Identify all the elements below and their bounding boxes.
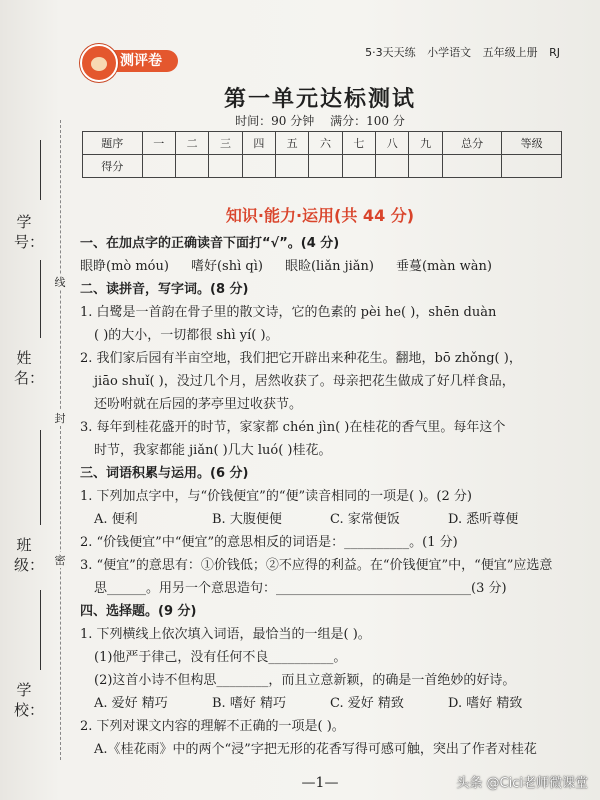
score-cell: 七	[342, 132, 375, 155]
q2-title: 二、读拼音，写字词。(8 分)	[80, 282, 249, 297]
q2-line: 3. 每年到桂花盛开的时节，家家都 chén jìn( )在桂花的香气里。每年这个	[80, 420, 506, 435]
q2-line: jiāo shuǐ( )，没过几个月，居然收获了。母亲把花生做成了好几样食品，	[94, 374, 515, 389]
series-subject: 小学语文	[427, 46, 472, 59]
series-name: 5·3天天练	[365, 46, 416, 59]
score-cell: 一	[142, 132, 175, 155]
score-input-cell[interactable]	[276, 155, 309, 178]
section-heading: 知识·能力·运用(共 44 分)	[225, 206, 415, 225]
exam-meta	[0, 112, 600, 129]
q3-option[interactable]: B. 大腹便便	[212, 512, 282, 527]
q3-option[interactable]: A. 便利	[94, 512, 138, 527]
q1-item[interactable]: 眼睑(liǎn jiǎn)	[284, 259, 374, 274]
page-number: —1—	[301, 775, 339, 791]
seal-word-feng: 封	[54, 412, 66, 425]
q1-item[interactable]: 嗜好(shì qì)	[190, 259, 263, 274]
score-input-cell[interactable]	[442, 155, 502, 178]
student-number-line	[40, 140, 41, 200]
page-title: 第一单元达标测试	[223, 86, 416, 112]
seal-word-mi: 密	[54, 554, 66, 567]
score-cell: 九	[409, 132, 442, 155]
q3-options	[80, 508, 560, 531]
score-header-row	[83, 132, 562, 155]
q3-line: 2. “价钱便宜”中“便宜”的意思相反的词语是：__________。(1 分)	[80, 535, 458, 550]
q3-line: 思______。用另一个意思造句：______________________________(3 分)	[94, 581, 507, 596]
q2-line: 1. 白鹭是一首韵在骨子里的散文诗，它的色素的 pèi he( )，shēn duàn	[80, 305, 497, 320]
q4-line: (1)他严于律己，没有任何不良__________。	[94, 650, 347, 665]
q4-options	[80, 692, 560, 715]
score-value-row	[83, 155, 562, 178]
score-cell: 得分	[83, 155, 143, 178]
q2-line: 时节，我家都能 jiǎn( )几大 luó( )桂花。	[94, 443, 332, 458]
badge-label: 测评卷	[104, 50, 178, 72]
score-input-cell[interactable]	[209, 155, 242, 178]
q2-line: 还吩咐就在后园的茅亭里过收获节。	[94, 397, 303, 412]
name-label: 姓名：	[14, 349, 45, 387]
q4-title: 四、选择题。(9 分)	[80, 604, 197, 619]
q3-option[interactable]: D. 悉听尊便	[448, 512, 519, 527]
series-grade: 五年级上册	[482, 46, 538, 59]
score-input-cell[interactable]	[502, 155, 562, 178]
q4-line: 2. 下列对课文内容的理解不正确的一项是( )。	[80, 719, 345, 734]
class-label: 班级：	[14, 536, 45, 574]
score-input-cell[interactable]	[309, 155, 342, 178]
q4-option[interactable]: D. 嗜好 精致	[448, 696, 523, 711]
student-number-label: 学号：	[14, 213, 45, 251]
watermark: 头条 @Cici老师微课堂	[456, 776, 588, 791]
test-badge	[80, 44, 180, 78]
score-input-cell[interactable]	[242, 155, 275, 178]
q4-line: (2)这首小诗不但构思________，而且立意新颖，的确是一首绝妙的好诗。	[94, 673, 516, 688]
q4-option[interactable]: B. 嗜好 精巧	[212, 696, 286, 711]
score-input-cell[interactable]	[175, 155, 208, 178]
score-input-cell[interactable]	[342, 155, 375, 178]
school-label: 学校：	[14, 681, 45, 719]
score-input-cell[interactable]	[409, 155, 442, 178]
q2-line: 2. 我们家后园有半亩空地，我们把它开辟出来种花生。翻地，bō zhǒng( )，	[80, 351, 522, 366]
score-cell: 二	[175, 132, 208, 155]
full-score: 满分：100 分	[330, 114, 405, 128]
q3-line: 3. “便宜”的意思有：①价钱低；②不应得的利益。在“价钱便宜”中，“便宜”应选意	[80, 558, 553, 573]
q4-option[interactable]: C. 爱好 精致	[330, 696, 404, 711]
mascot-icon	[80, 44, 118, 82]
time-limit: 时间：90 分钟	[235, 114, 315, 128]
score-cell: 五	[276, 132, 309, 155]
score-cell: 八	[376, 132, 409, 155]
q3-title: 三、词语积累与运用。(6 分)	[80, 466, 249, 481]
score-input-cell[interactable]	[376, 155, 409, 178]
score-cell: 三	[209, 132, 242, 155]
q1-items	[80, 255, 560, 278]
score-input-cell[interactable]	[142, 155, 175, 178]
q3-line: 1. 下列加点字中，与“价钱便宜”的“便”读音相同的一项是( )。(2 分)	[80, 489, 472, 504]
score-cell: 题序	[83, 132, 143, 155]
questions-body	[80, 232, 560, 761]
score-table	[82, 131, 562, 178]
class-line	[40, 430, 41, 525]
q2-line: ( )的大小，一切都很 shì yí( )。	[94, 328, 279, 343]
seal-word-xian: 线	[54, 276, 66, 289]
q1-title: 一、在加点字的正确读音下面打“√”。(4 分)	[80, 236, 340, 251]
name-line	[40, 260, 41, 338]
score-cell: 总分	[442, 132, 502, 155]
q3-option[interactable]: C. 家常便饭	[330, 512, 400, 527]
q1-item[interactable]: 垂蔓(màn wàn)	[395, 259, 492, 274]
q4-option[interactable]: A. 爱好 精巧	[94, 696, 168, 711]
series-edition: RJ	[549, 46, 560, 59]
q4-line: 1. 下列横线上依次填入词语，最恰当的一组是( )。	[80, 627, 371, 642]
school-line	[40, 590, 41, 670]
series-info	[357, 44, 560, 60]
q1-item[interactable]: 眼睁(mò móu)	[80, 259, 169, 274]
q4-line: A.《桂花雨》中的两个“浸”字把无形的花香写得可感可触，突出了作者对桂花	[94, 742, 537, 757]
score-cell: 六	[309, 132, 342, 155]
score-cell: 等级	[502, 132, 562, 155]
score-cell: 四	[242, 132, 275, 155]
